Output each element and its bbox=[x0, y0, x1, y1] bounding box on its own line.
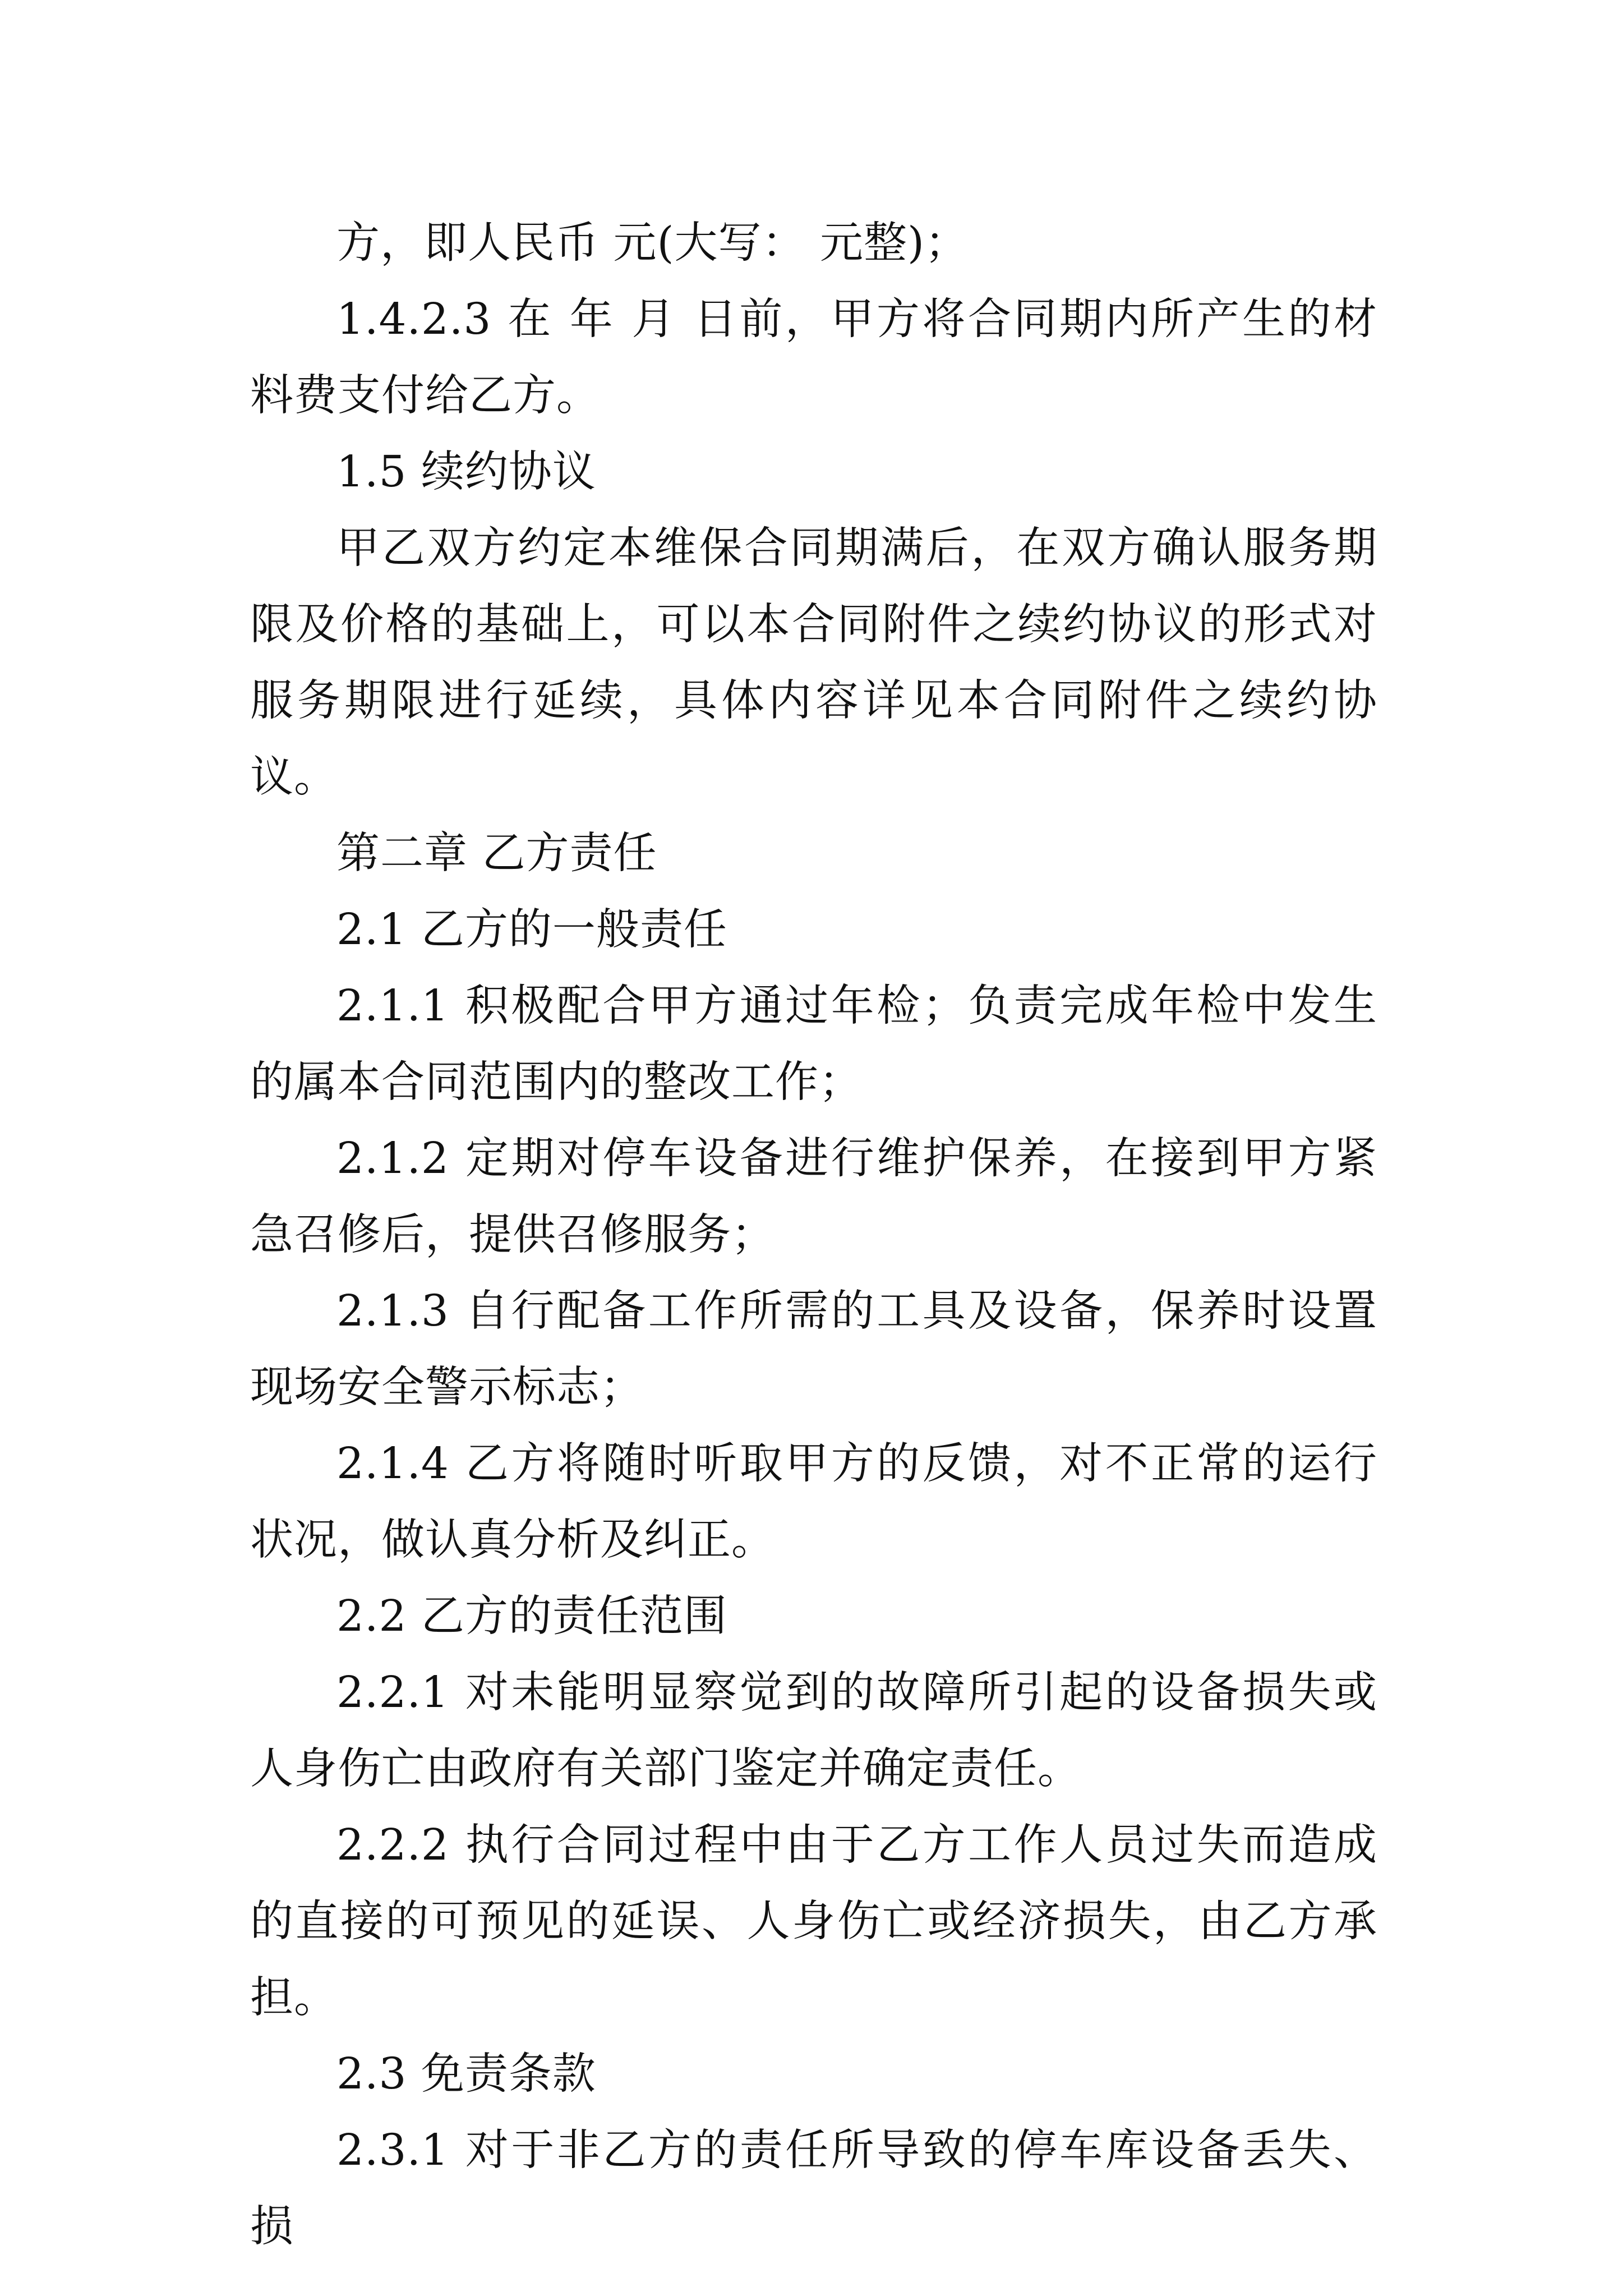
heading-1-5: 1.5 续约协议 bbox=[336, 447, 596, 497]
heading-2-2: 2.2 乙方的责任范围 bbox=[336, 1591, 727, 1641]
paragraph-2-2-1: 2.2.1 对未能明显察觉到的故障所引起的设备损失或人身伤亡由政府有关部门鉴定并确定责任。 bbox=[250, 1668, 1377, 1794]
paragraph-payment-amount: 方，即人民币 元(大写： 元整)； bbox=[336, 218, 969, 268]
chapter-heading-2: 第二章 乙方责任 bbox=[336, 829, 657, 878]
paragraph-2-1-3: 2.1.3 自行配备工作所需的工具及设备，保养时设置现场安全警示标志； bbox=[250, 1286, 1377, 1412]
paragraph-1-4-2-3: 1.4.2.3 在 年 月 日前，甲方将合同期内所产生的材料费支付给乙方。 bbox=[250, 295, 1377, 421]
paragraph-2-1-1: 2.1.1 积极配合甲方通过年检；负责完成年检中发生的属本合同范围内的整改工作； bbox=[250, 981, 1377, 1107]
document-body bbox=[250, 205, 1377, 2265]
paragraph-2-3-1: 2.3.1 对于非乙方的责任所导致的停车库设备丢失、损 bbox=[250, 2125, 1377, 2252]
paragraph-2-2-2: 2.2.2 执行合同过程中由于乙方工作人员过失而造成的直接的可预见的延误、人身伤亡或经济损失，由乙方承担。 bbox=[250, 1820, 1377, 2023]
heading-2-1: 2.1 乙方的一般责任 bbox=[336, 905, 727, 955]
paragraph-renewal: 甲乙双方约定本维保合同期满后，在双方确认服务期限及价格的基础上，可以本合同附件之续约协议的形式对服务期限进行延续，具体内容详见本合同附件之续约协议。 bbox=[250, 523, 1377, 802]
heading-2-3: 2.3 免责条款 bbox=[336, 2049, 596, 2099]
paragraph-2-1-4: 2.1.4 乙方将随时听取甲方的反馈，对不正常的运行状况，做认真分析及纠正。 bbox=[250, 1439, 1377, 1565]
paragraph-2-1-2: 2.1.2 定期对停车设备进行维护保养，在接到甲方紧急召修后，提供召修服务； bbox=[250, 1134, 1377, 1260]
